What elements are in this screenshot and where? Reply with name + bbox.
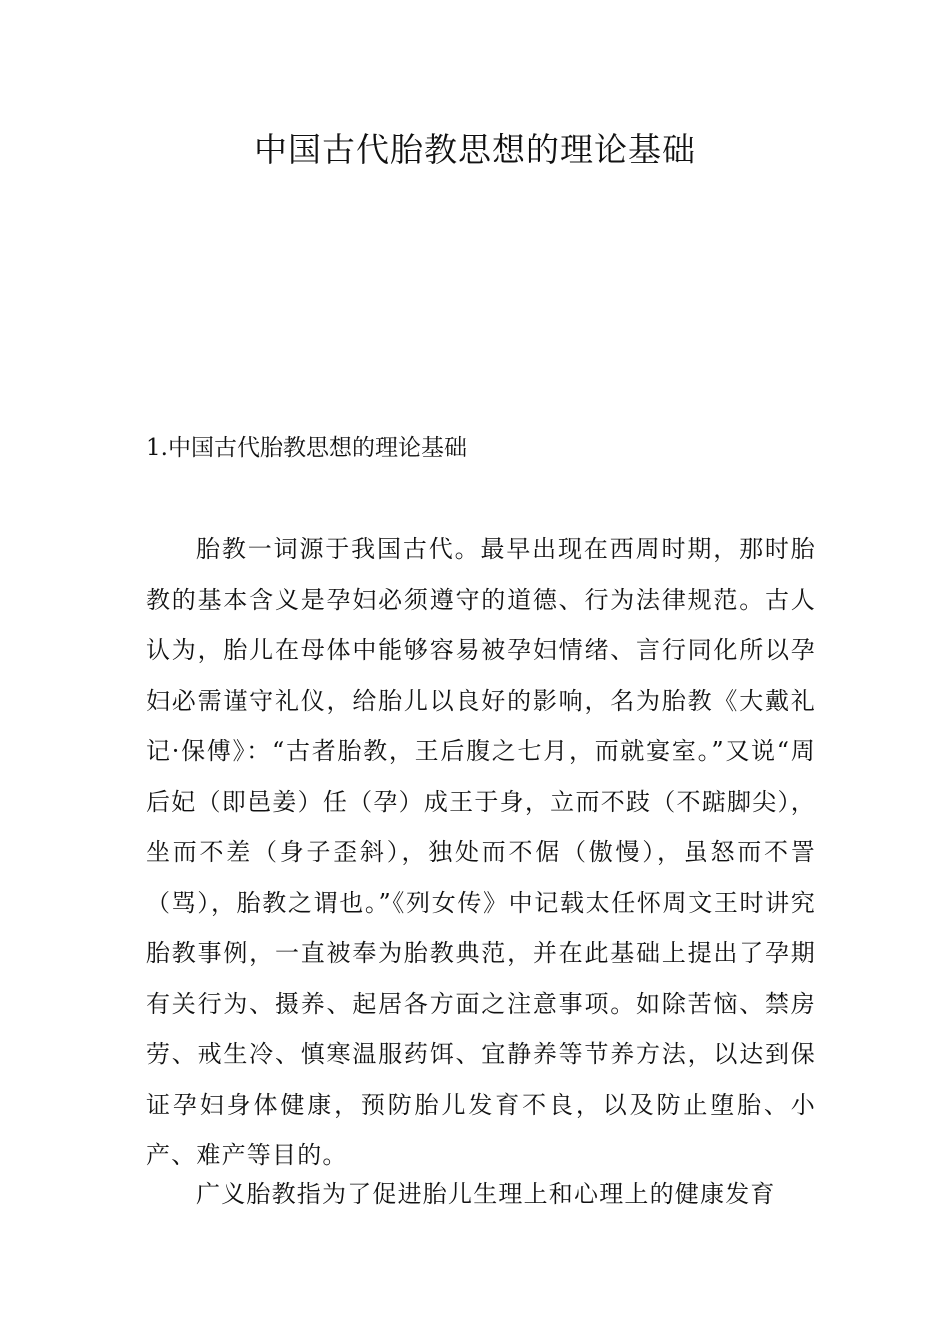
section-heading: 1.中国古代胎教思想的理论基础 bbox=[146, 435, 467, 461]
body-paragraph-1: 胎教一词源于我国古代。最早出现在西周时期，那时胎教的基本含义是孕妇必须遵守的道德、行为法律规范。古人认为，胎儿在母体中能够容易被孕妇情绪、言行同化所以孕妇必需谨守礼仪，给胎儿以良好的影响，名为胎教《大戴礼记·保傅》：“古者胎教，王后腹之七月，而就宴室。”又说“周后妃（即邑姜）任（孕）成王于身，立而不跂（不踮脚尖），坐而不差（身子歪斜），独处而不倨（傲慢），虽怒而不詈（骂），胎教之谓也。”《列女传》中记载太任怀周文王时讲究胎教事例，一直被奉为胎教典范，并在此基础上提出了孕期有关行为、摄养、起居各方面之注意事项。如除苦恼、禁房劳、戒生冷、慎寒温服药饵、宜静养等节养方法，以达到保证孕妇身体健康，预防胎儿发育不良，以及防止堕胎、小产、难产等目的。 bbox=[146, 535, 816, 1169]
document-title: 中国古代胎教思想的理论基础 bbox=[254, 130, 696, 169]
body-paragraph-2: 广义胎教指为了促进胎儿生理上和心理上的健康发育 bbox=[196, 1180, 776, 1208]
